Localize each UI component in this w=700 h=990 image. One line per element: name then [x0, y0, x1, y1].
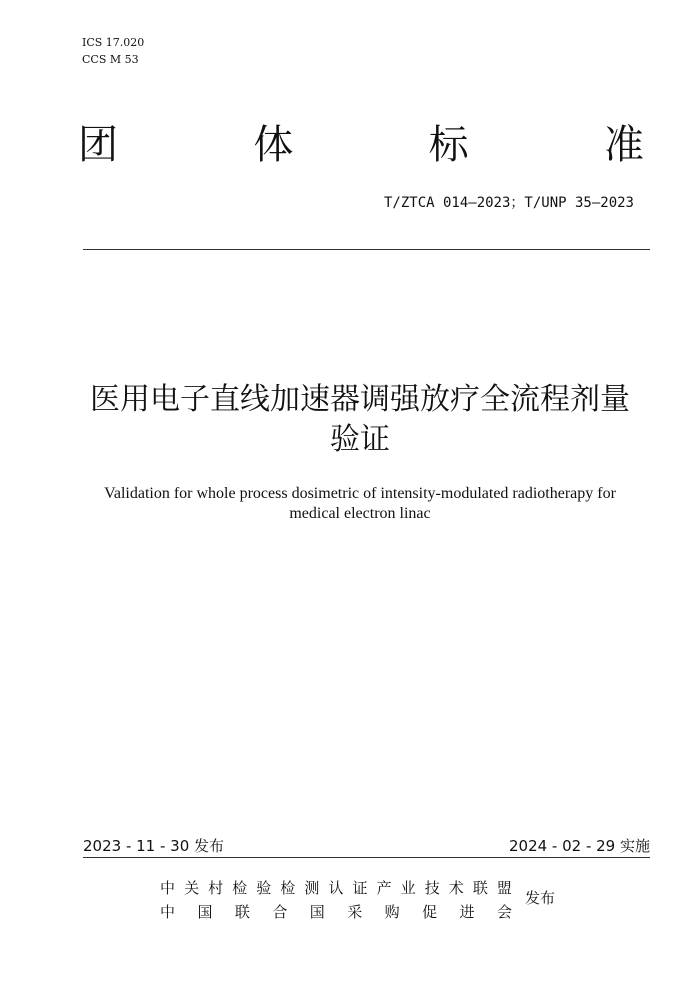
issuer-char: 业	[400, 879, 416, 897]
ccs-code: CCS M 53	[82, 53, 139, 66]
issuer-char: 关	[184, 879, 200, 897]
issuer-char: 测	[304, 879, 320, 897]
issuer-char: 国	[197, 903, 213, 921]
issuer-line	[160, 876, 512, 900]
top-divider	[83, 249, 650, 250]
english-title-line: medical electron linac	[289, 505, 431, 522]
ics-code: ICS 17.020	[82, 36, 145, 49]
english-title-line: Validation for whole process dosimetric of intensity-modulated radiotherapy for	[104, 485, 616, 502]
chinese-title-line: 验证	[330, 422, 390, 457]
issuing-organizations	[160, 876, 512, 924]
issuer-char: 合	[272, 903, 288, 921]
issuer-char: 检	[280, 879, 296, 897]
issuer-char: 联	[234, 903, 250, 921]
standard-number: T/ZTCA 014—2023；T/UNP 35—2023	[383, 195, 634, 211]
issue-date: 2023 - 11 - 30 发布	[83, 837, 225, 855]
publish-label: 发布	[525, 889, 556, 907]
standard-type-char: 准	[603, 122, 644, 168]
chinese-title	[60, 380, 660, 460]
issuer-char: 术	[448, 879, 464, 897]
issuer-char: 认	[328, 879, 344, 897]
issuer-char: 促	[422, 903, 438, 921]
issuer-char: 检	[232, 879, 248, 897]
standard-type-heading	[78, 120, 644, 170]
issuer-char: 技	[424, 879, 440, 897]
issuer-char: 联	[472, 879, 488, 897]
standard-type-char: 团	[78, 122, 118, 168]
issuer-char: 会	[496, 903, 512, 921]
chinese-title-line: 医用电子直线加速器调强放疗全流程剂量	[90, 382, 630, 417]
issuer-char: 采	[347, 903, 363, 921]
issuer-char: 验	[256, 879, 272, 897]
english-title	[60, 484, 660, 524]
issuer-line	[160, 900, 512, 924]
issuer-char: 盟	[496, 879, 512, 897]
issuer-char: 国	[309, 903, 325, 921]
issuer-char: 证	[352, 879, 368, 897]
issuer-char: 进	[459, 903, 475, 921]
implementation-date: 2024 - 02 - 29 实施	[508, 837, 650, 855]
classification-codes	[82, 34, 144, 68]
issuer-char: 村	[208, 879, 224, 897]
issuer-char: 购	[384, 903, 400, 921]
issuer-char: 产	[376, 879, 392, 897]
issuer-char: 中	[160, 879, 176, 897]
standard-type-char: 体	[253, 122, 294, 168]
standard-type-char: 标	[428, 122, 469, 168]
issuer-char: 中	[160, 903, 176, 921]
bottom-divider	[83, 857, 650, 858]
